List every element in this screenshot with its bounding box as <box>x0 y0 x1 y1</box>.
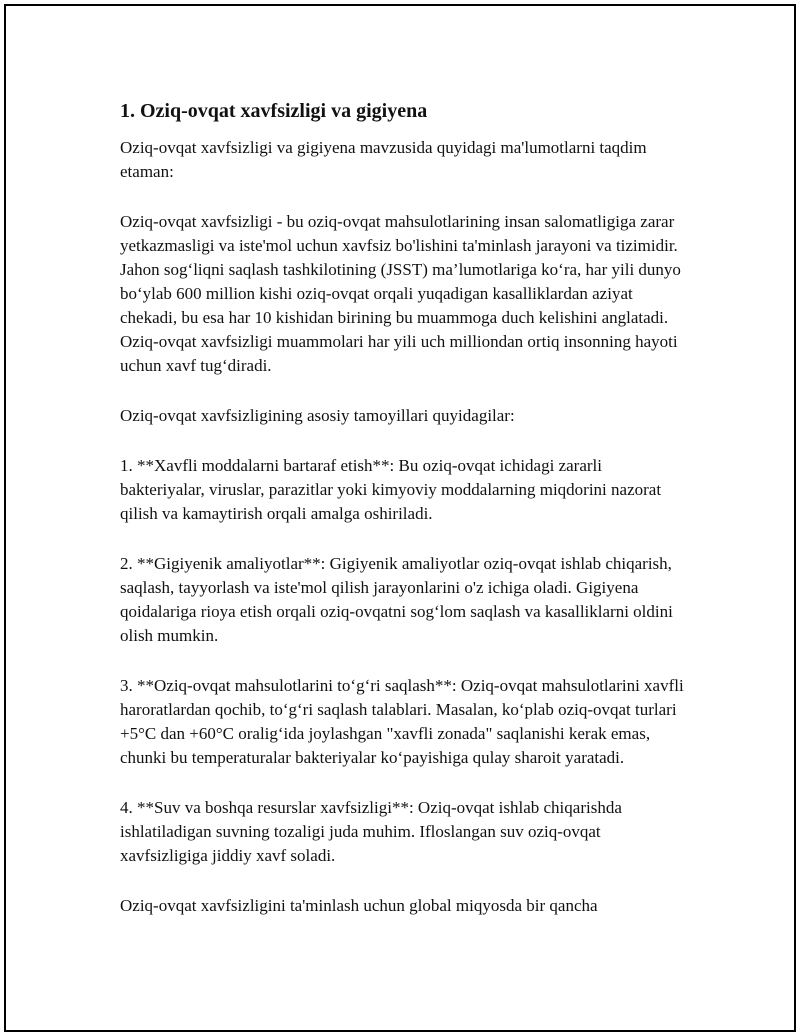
paragraph-closing: Oziq-ovqat xavfsizligini ta'minlash uchun global miqyosda bir qancha <box>120 896 598 915</box>
paragraph-principle-1: 1. **Xavfli moddalarni bartaraf etish**: Bu oziq-ovqat ichidagi zararli bakteriyalar, viruslar, parazitlar yoki kimyoviy moddalarning miqdorini nazorat qilish va kamaytirish orqali amalga oshiriladi. <box>120 456 662 523</box>
paragraph-principles-lead: Oziq-ovqat xavfsizligining asosiy tamoyillari quyidagilar: <box>120 406 515 425</box>
paragraph-principle-3: 3. **Oziq-ovqat mahsulotlarini to‘g‘ri saqlash**: Oziq-ovqat mahsulotlarini xavfli haroratlardan qochib, to‘g‘ri saqlash talablari. Masalan, ko‘plab oziq-ovqat turlari +5°C dan +60°C oralig‘ida joylashgan "xavfli zonada" saqlanishi kerak emas, chunki bu temperaturalar bakteriyalar ko‘payishiga qulay sharoit yaratadi. <box>120 676 684 767</box>
document-body <box>120 98 690 918</box>
paragraph-definition: Oziq-ovqat xavfsizligi - bu oziq-ovqat mahsulotlarining insan salomatligiga zarar yetkazmasligi va iste'mol uchun xavfsiz bo'lishini ta'minlash jarayoni va tizimidir. Jahon sog‘liqni saqlash tashkilotining (JSST) ma’lumotlariga ko‘ra, har yili dunyo bo‘ylab 600 million kishi oziq-ovqat orqali yuqadigan kasalliklardan aziyat chekadi, bu esa har 10 kishidan birining bu muammoga duch kelishini anglatadi. Oziq-ovqat xavfsizligi muammolari har yili uch milliondan ortiq insonning hayoti uchun xavf tug‘diradi. <box>120 212 681 375</box>
paragraph-principle-2: 2. **Gigiyenik amaliyotlar**: Gigiyenik amaliyotlar oziq-ovqat ishlab chiqarish, saqlash, tayyorlash va iste'mol qilish jarayonlarini o'z ichiga oladi. Gigiyena qoidalariga rioya etish orqali oziq-ovqatni sog‘lom saqlash va kasalliklarni oldini olish mumkin. <box>120 554 673 645</box>
document-page <box>4 4 796 1032</box>
document-title: 1. Oziq-ovqat xavfsizligi va gigiyena <box>120 100 428 122</box>
paragraph-intro: Oziq-ovqat xavfsizligi va gigiyena mavzusida quyidagi ma'lumotlarni taqdim etaman: <box>120 138 647 181</box>
paragraph-principle-4: 4. **Suv va boshqa resurslar xavfsizligi**: Oziq-ovqat ishlab chiqarishda ishlatiladigan suvning tozaligi juda muhim. Ifloslangan suv oziq-ovqat xavfsizligiga jiddiy xavf soladi. <box>120 798 622 865</box>
